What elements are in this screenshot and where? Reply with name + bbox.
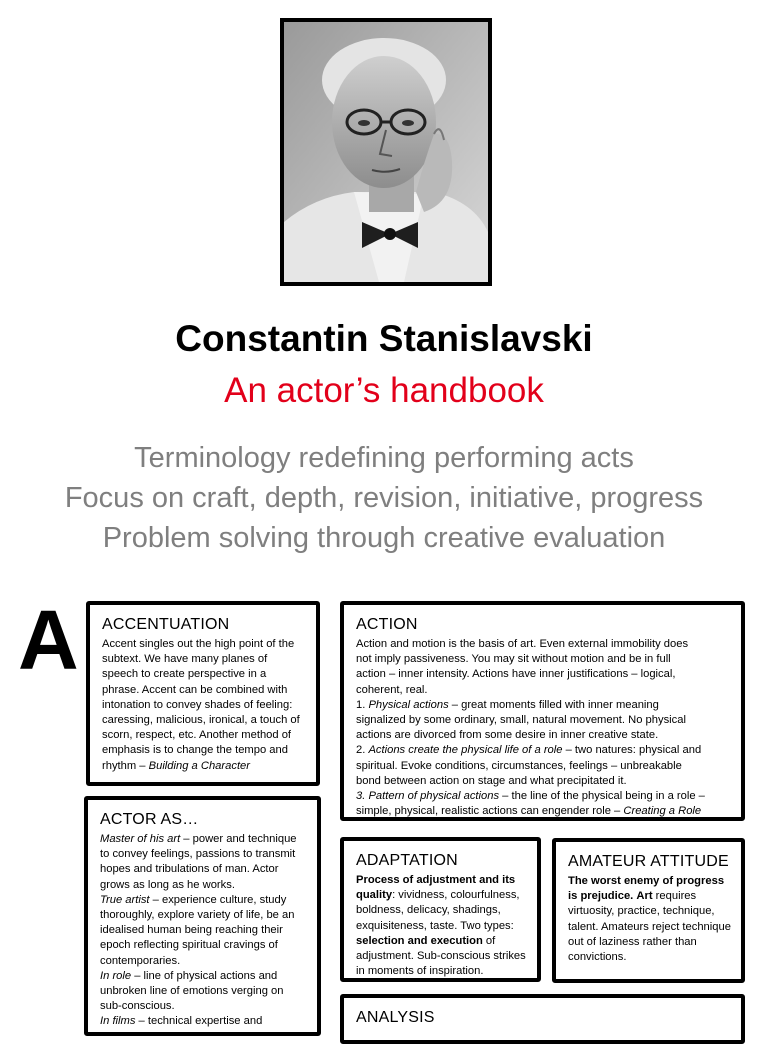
tagline-3: Problem solving through creative evaluation [102, 522, 666, 554]
entry-accentuation [86, 601, 320, 786]
entry-amateur-attitude [552, 838, 745, 983]
entry-actor-as [84, 796, 321, 1036]
tagline-2: Focus on craft, depth, revision, initiative, progress [64, 482, 704, 514]
entry-action [340, 601, 745, 821]
portrait-illustration [284, 22, 488, 282]
page-subtitle: An actor’s handbook [224, 371, 544, 410]
entry-title: ACTION [356, 616, 418, 633]
entry-source: Building a Character [148, 759, 251, 772]
section-letter: A [18, 593, 79, 687]
portrait-photo [280, 18, 492, 286]
entry-analysis [340, 994, 745, 1044]
entry-title: AMATEUR ATTITUDE [568, 853, 729, 870]
entry-body: Action and motion is the basis of art. Even external immobility does not imply passiveness. You may sit without motion and be in full action – inner intensity. Actions have inner justifications – logical, coherent, real. 1. Physical actions – great moments filled with inner meaning signalized by some ordinary, small, natural movement. No physical actions are divorced from some desire in inner creative state. 2. Actions create the physical life of a role – two natures: physical and spiritual. Evoke conditions, circumstances, feelings – unbreakable bond between action on stage and what precipitated it. 3. Pattern of physical actions – the line of the physical being in a role – simple, physical, realistic actions can engender role – Creating a Role [356, 638, 705, 818]
entry-source: Creating a Role [623, 805, 702, 818]
entry-title: ACTOR AS… [100, 811, 199, 828]
entry-title: ACCENTUATION [102, 616, 230, 633]
entry-adaptation [340, 837, 541, 982]
tagline-1: Terminology redefining performing acts [134, 442, 634, 474]
page-title: Constantin Stanislavski [175, 318, 593, 359]
entry-body: The worst enemy of progress is prejudice. Art requires virtuosity, practice, technique, talent. Amateurs reject technique out of laziness rather than convictions. [568, 875, 731, 964]
entry-body: Master of his art – power and technique to convey feelings, passions to transmit hopes and tribulations of man. Actor grows as long as he works. True artist – experience culture, study thoroughly, explore variety of life, be an idealised human being reaching their epoch reflecting spiritual cravings of contemporaries. In role – line of physical actions and unbroken line of emotions verging on sub-conscious. In films – technical expertise and [100, 833, 297, 1028]
entry-title: ADAPTATION [356, 852, 458, 869]
entry-body: Process of adjustment and its quality: vividness, colourfulness, boldness, delicacy, shadings, exquisiteness, taste. Two types: selection and execution of adjustment. Sub-conscious strikes in moments of inspiration. [356, 874, 526, 978]
entry-body: Accent singles out the high point of the subtext. We have many planes of speech to create perspective in a phrase. Accent can be combined with intonation to convey shades of feeling: caressing, malicious, ironical, a touch of scorn, respect, etc. Another method of emphasis is to change the tempo and rhythm – Building a Character [102, 638, 300, 772]
entry-title: ANALYSIS [356, 1009, 435, 1026]
